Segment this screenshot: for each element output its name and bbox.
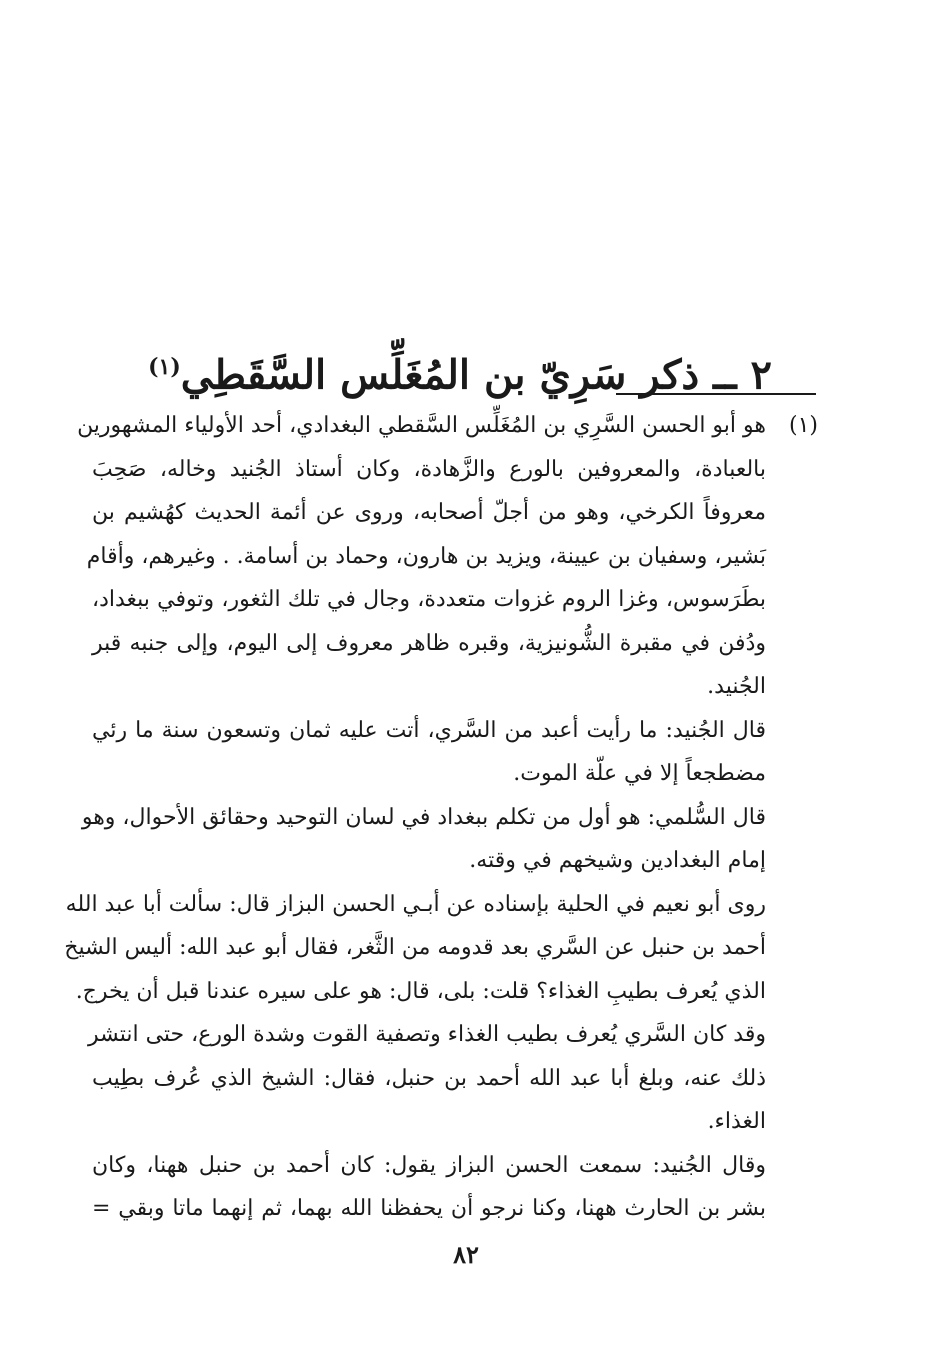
footnote-line: إمام البغدادين وشيخهم في وقته. (469, 848, 766, 873)
footnote-number: (١) (788, 413, 818, 438)
footnote (64, 404, 818, 1231)
chapter-title (148, 327, 772, 415)
footnote-line: قال السُّلمي: هو أول من تكلم ببغداد في لسان التوحيد وحقائق الأحوال، وهو (81, 804, 766, 830)
footnote-body (64, 404, 766, 1231)
footnote-divider (616, 393, 816, 395)
footnote-line: بشر بن الحارث ههنا، وكنا نرجو أن يحفظنا الله بهما، ثم إنهما ماتا وبقي = (92, 1196, 766, 1221)
footnote-line: الذي يُعرف بطيبِ الغذاء؟ قلت: بلى، قال: هو على سيره عندنا قبل أن يخرج. (75, 978, 766, 1004)
footnote-line: قال الجُنيد: ما رأيت أعبد من السَّري، أتت عليه ثمان وتسعون سنة ما رئي (92, 717, 766, 743)
footnote-line: هو أبو الحسن السَّرِي بن المُغَلِّس السَّقطي البغدادي، أحد الأولياء المشهورين (77, 413, 766, 438)
footnote-line: بطَرَسوس، وغزا الروم غزوات متعددة، وجال في تلك الثغور، وتوفي ببغداد، (92, 587, 766, 612)
footnote-line: أحمد بن حنبل عن السَّري بعد قدومه من الثَّغر، فقال أبو عبد الله: أليس الشيخ (64, 935, 766, 960)
footnote-line: ودُفن في مقبرة الشُّونيزية، وقبره ظاهر معروف إلى اليوم، وإلى جنبه قبر (92, 630, 766, 656)
footnote-line: بَشير، وسفيان بن عيينة، ويزيد بن هارون، وحماد بن أسامة. . وغيرهم، وأقام (86, 543, 766, 569)
page-number: ٨٢ (453, 1240, 479, 1269)
footnote-line: الغذاء. (707, 1109, 766, 1134)
footnote-line: بالعبادة، والمعروفين بالورع والزَّهادة، وكان أستاذ الجُنيد وخاله، صَحِبَ (92, 456, 766, 482)
footnote-line: وقد كان السَّري يُعرف بطيب الغذاء وتصفية القوت وشدة الورع، حتى انتشر (87, 1022, 766, 1047)
chapter-title-text: ٢ ــ ذكر سَرِيّ بن المُغَلِّس السَّقَطِي (180, 351, 772, 399)
footnote-line: روى أبو نعيم في الحلية بإسناده عن أبـي الحسن البزاز قال: سألت أبا عبد الله (65, 891, 766, 917)
footnote-line: وقال الجُنيد: سمعت الحسن البزاز يقول: كان أحمد بن حنبل ههنا، وكان (92, 1152, 766, 1178)
footnote-reference-marker[interactable]: (١) (148, 353, 181, 380)
footnote-line: ذلك عنه، وبلغ أبا عبد الله أحمد بن حنبل، فقال: الشيخ الذي عُرف بطِيب (92, 1065, 766, 1091)
footnote-line: مضطجعاً إلا في علّة الموت. (513, 761, 766, 786)
footnote-line: معروفاً الكرخي، وهو من أجلّ أصحابه، وروى عن أئمة الحديث كهُشيم بن (92, 500, 766, 525)
footnote-line: الجُنيد. (707, 674, 766, 699)
